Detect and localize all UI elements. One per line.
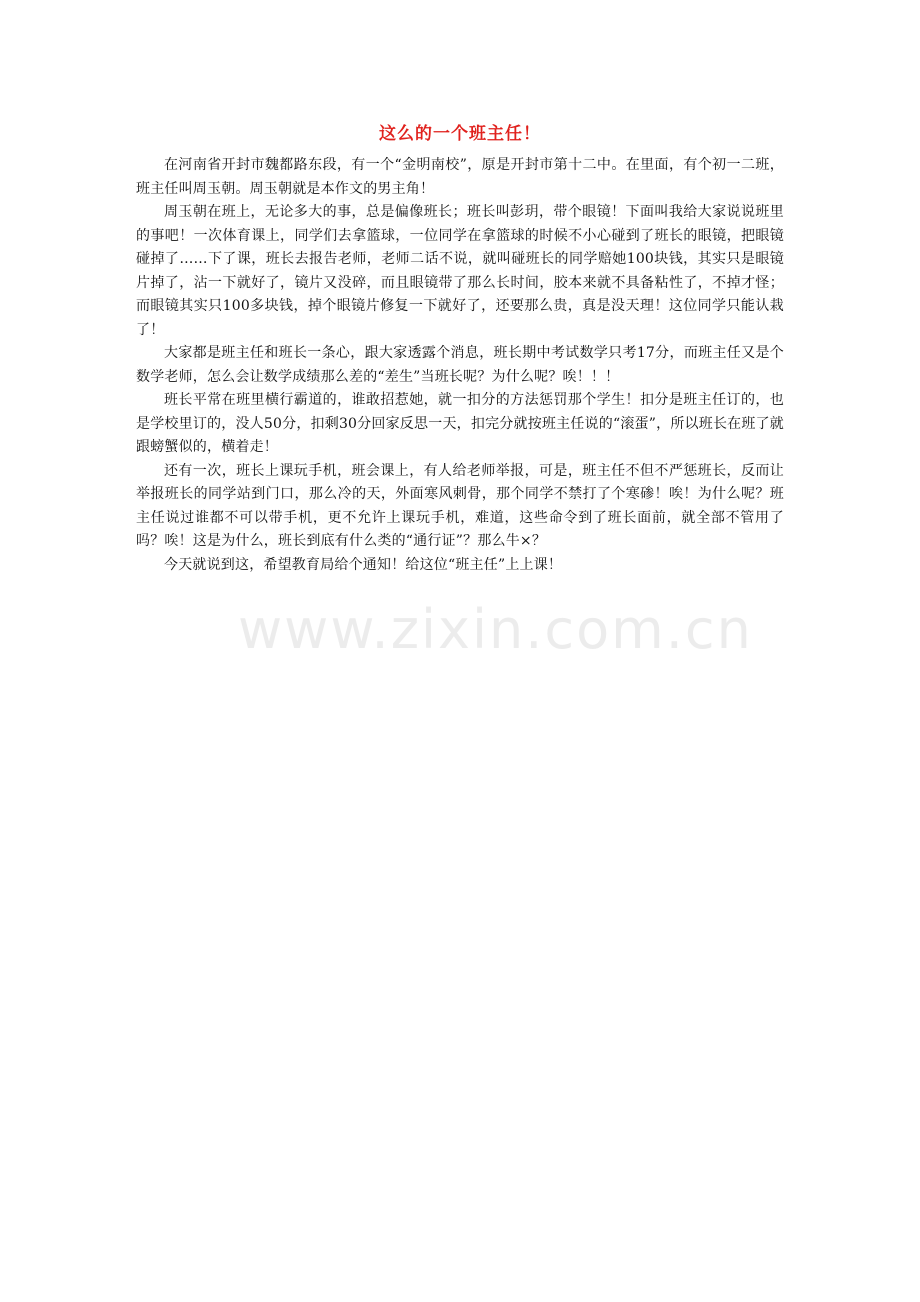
paragraph-3: 大家都是班主任和班长一条心，跟大家透露个消息，班长期中考试数学只考17分，而班主任又是个数学老师，怎么会让数学成绩那么差的“差生”当班长呢？为什么呢？唉！！！ <box>136 345 784 385</box>
paragraph-1: 在河南省开封市魏都路东段，有一个“金明南校”，原是开封市第十二中。在里面，有个初一二班，班主任叫周玉朝。周玉朝就是本作文的男主角！ <box>136 157 784 197</box>
paragraph-6: 今天就说到这，希望教育局给个通知！给这位“班主任”上上课！ <box>164 556 563 573</box>
document-body <box>136 120 784 577</box>
paragraph-5: 还有一次，班长上课玩手机，班会课上，有人给老师举报，可是，班主任不但不严惩班长，反而让举报班长的同学站到门口，那么冷的天，外面寒风刺骨，那个同学不禁打了个寒碜！唉！为什么呢？班主任说过谁都不可以带手机，更不允许上课玩手机，难道，这些命令到了班长面前，就全部不管用了吗？唉！这是为什么，班长到底有什么类的“通行证”？那么牛×？ <box>136 462 784 549</box>
document-title: 这么的一个班主任！ <box>379 124 541 144</box>
paragraph-2: 周玉朝在班上，无论多大的事，总是偏像班长；班长叫彭玥，带个眼镜！下面叫我给大家说说班里的事吧！一次体育课上，同学们去拿篮球，一位同学在拿篮球的时候不小心碰到了班长的眼镜，把眼镜碰掉了……下了课，班长去报告老师，老师二话不说，就叫碰班长的同学赔她100块钱，其实只是眼镜片掉了，沾一下就好了，镜片又没碎，而且眼镜带了那么长时间，胶本来就不具备粘性了，不掉才怪；而眼镜其实只100多块钱，掉个眼镜片修复一下就好了，还要那么贵，真是没天理！这位同学只能认栽了！ <box>136 204 784 338</box>
paragraph-4: 班长平常在班里横行霸道的，谁敢招惹她，就一扣分的方法惩罚那个学生！扣分是班主任订的，也是学校里订的，没人50分，扣剩30分回家反思一天，扣完分就按班主任说的“滚蛋”，所以班长在班了就跟螃蟹似的，横着走！ <box>136 392 784 455</box>
watermark: www.zixin.com.cn <box>238 598 753 661</box>
